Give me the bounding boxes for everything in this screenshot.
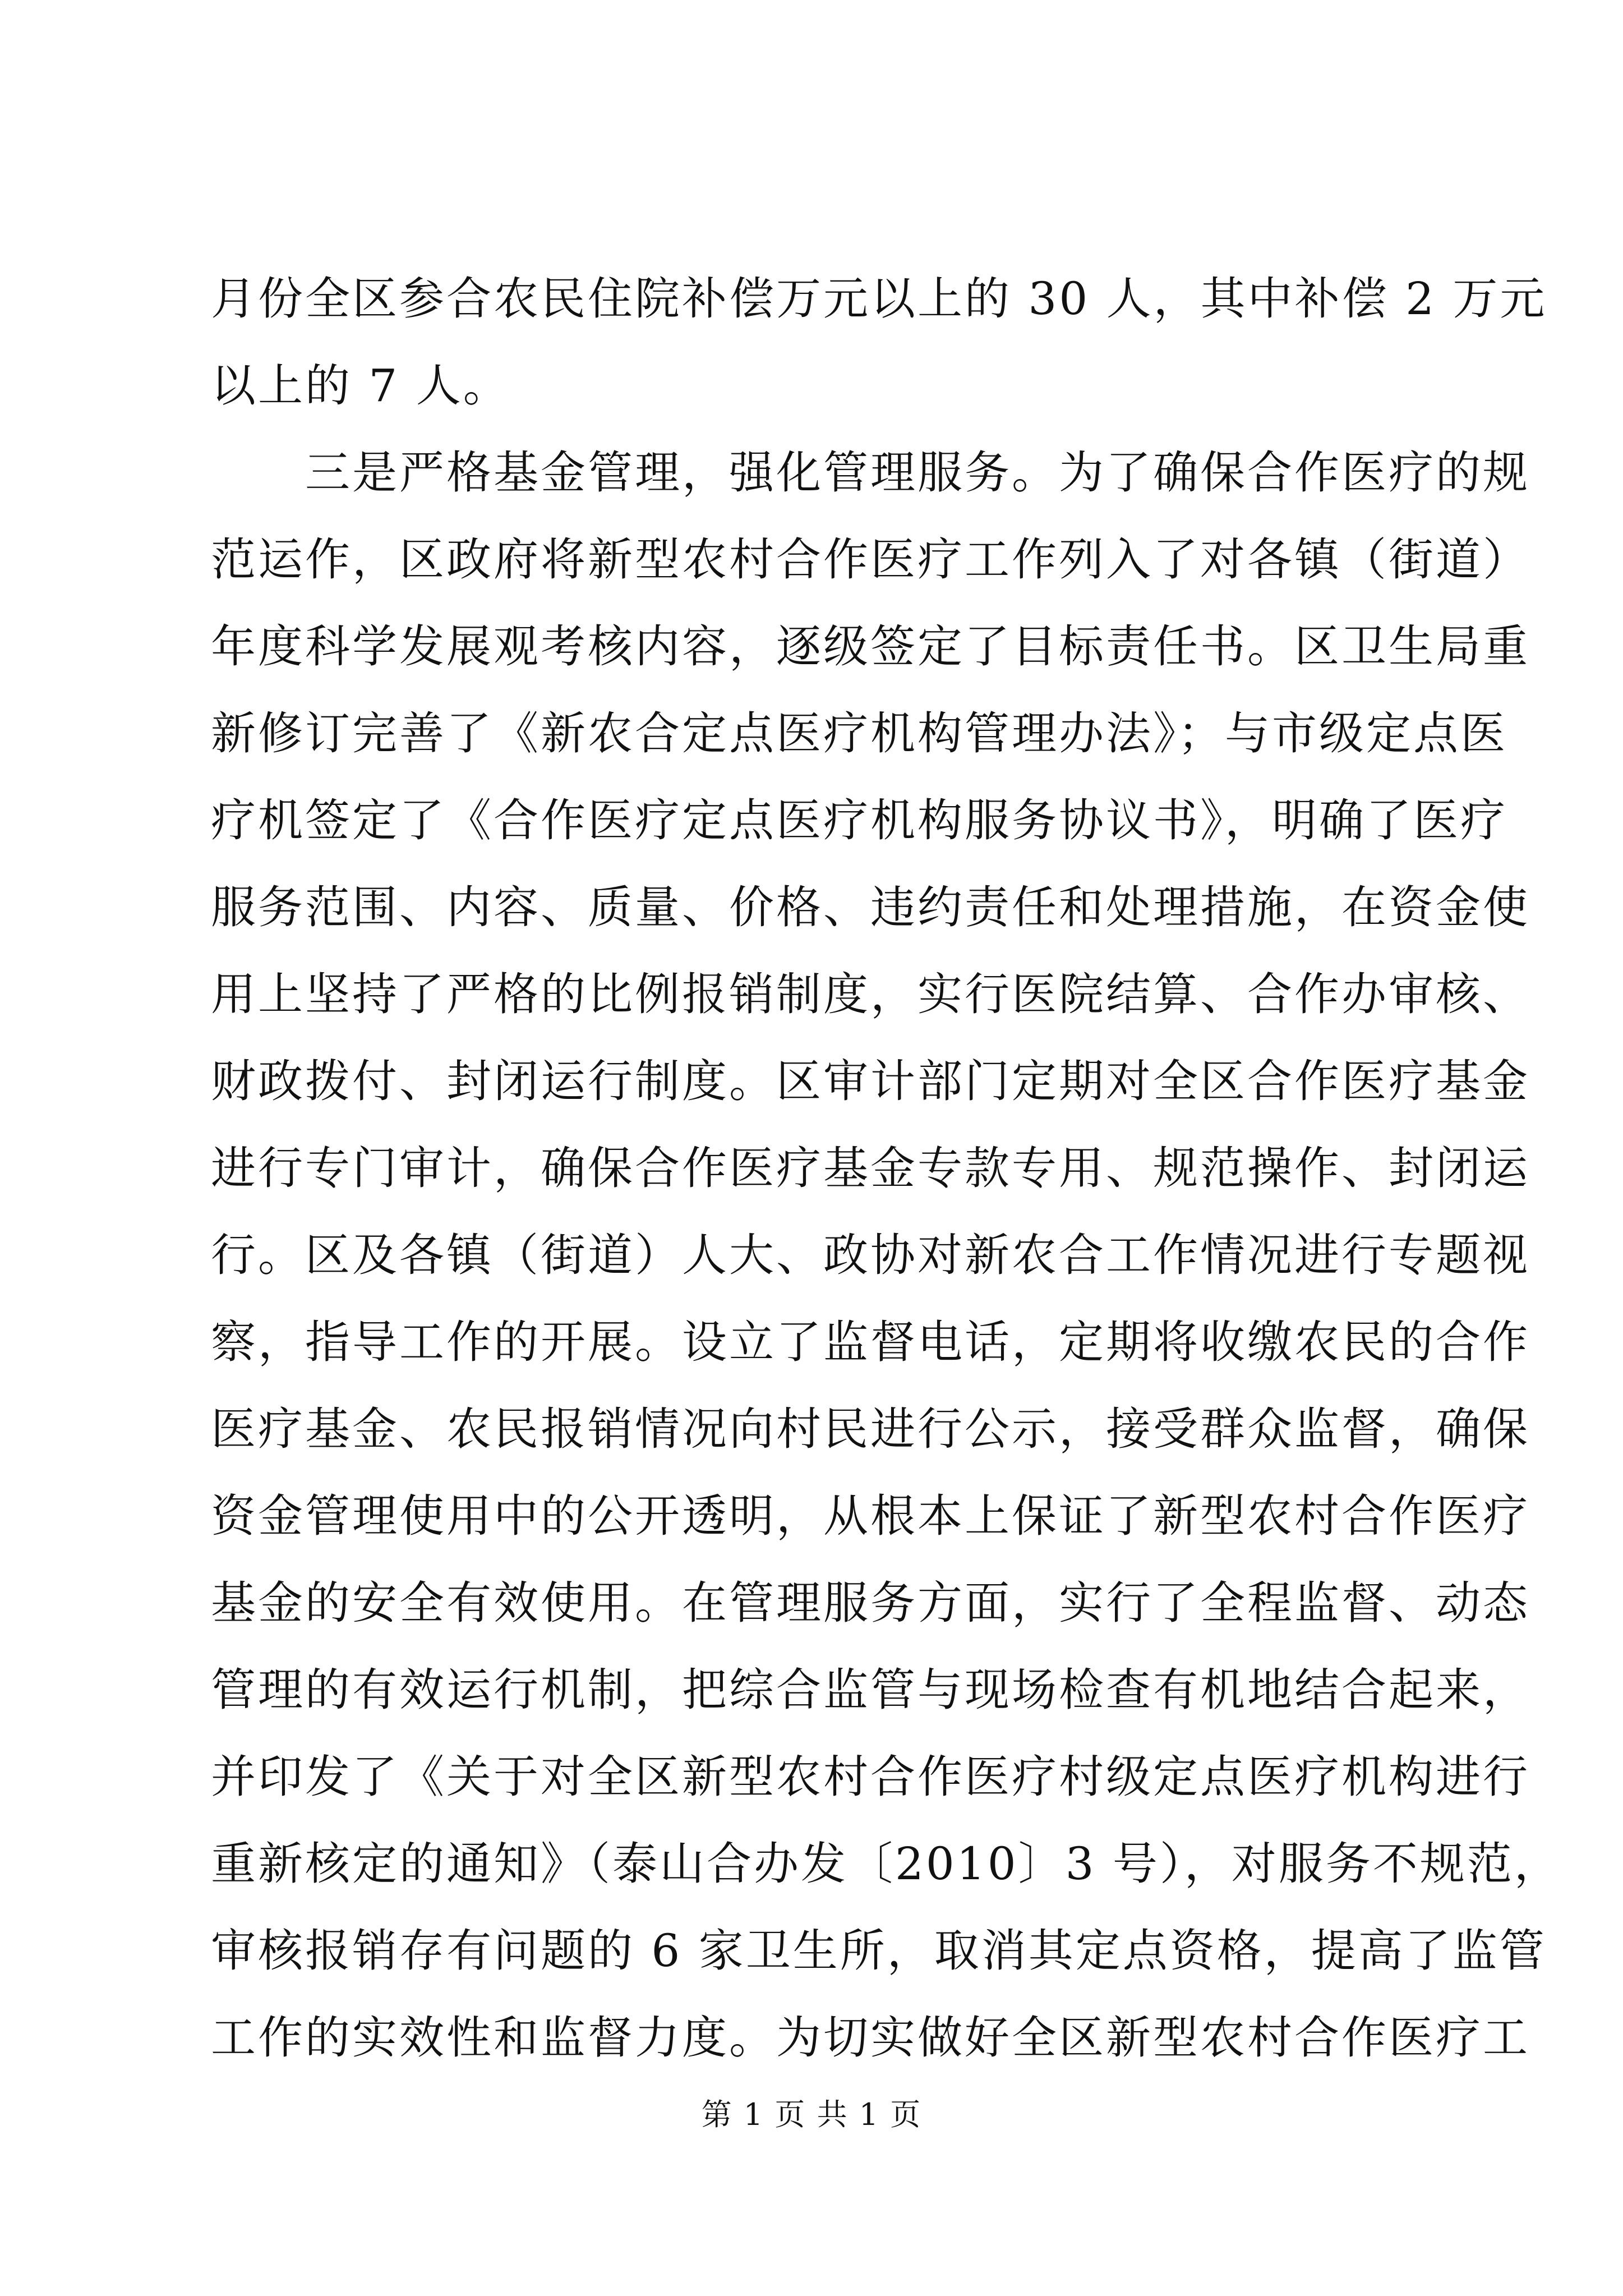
text-line: 财政拨付、封闭运行制度。区审计部门定期对全区合作医疗基金 xyxy=(211,1055,1530,1107)
text-line: 年度科学发展观考核内容，逐级签定了目标责任书。区卫生局重 xyxy=(211,620,1530,673)
text-line: 察，指导工作的开展。设立了监督电话，定期将收缴农民的合作 xyxy=(211,1316,1530,1368)
text-line: 以上的 7 人。 xyxy=(211,360,510,412)
text-line: 工作的实效性和监督力度。为切实做好全区新型农村合作医疗工 xyxy=(211,2012,1530,2064)
text-line: 月份全区参合农民住院补偿万元以上的 30 人，其中补偿 2 万元 xyxy=(211,273,1547,325)
text-line: 行。区及各镇（街道）人大、政协对新农合工作情况进行专题视 xyxy=(211,1229,1530,1281)
text-line: 资金管理使用中的公开透明，从根本上保证了新型农村合作医疗 xyxy=(211,1490,1530,1542)
text-line: 基金的安全有效使用。在管理服务方面，实行了全程监督、动态 xyxy=(211,1577,1530,1629)
text-line: 并印发了《关于对全区新型农村合作医疗村级定点医疗机构进行 xyxy=(211,1751,1530,1803)
text-line: 管理的有效运行机制，把综合监管与现场检查有机地结合起来， xyxy=(211,1664,1530,1716)
text-line: 三是严格基金管理，强化管理服务。为了确保合作医疗的规 xyxy=(211,447,1530,499)
text-line: 服务范围、内容、质量、价格、违约责任和处理措施，在资金使 xyxy=(211,881,1530,933)
text-line: 医疗基金、农民报销情况向村民进行公示，接受群众监督，确保 xyxy=(211,1403,1530,1455)
text-line: 范运作，区政府将新型农村合作医疗工作列入了对各镇（街道） xyxy=(211,533,1530,586)
text-line: 疗机签定了《合作医疗定点医疗机构服务协议书》，明确了医疗 xyxy=(211,794,1507,846)
text-line: 重新核定的通知》（泰山合办发〔2010〕3 号），对服务不规范， xyxy=(211,1838,1561,1890)
text-line: 新修订完善了《新农合定点医疗机构管理办法》；与市级定点医 xyxy=(211,707,1507,760)
text-line: 审核报销存有问题的 6 家卫生所，取消其定点资格，提高了监管 xyxy=(211,1925,1547,1977)
text-line: 进行专门审计，确保合作医疗基金专款专用、规范操作、封闭运 xyxy=(211,1142,1530,1194)
page-number-footer: 第 1 页 共 1 页 xyxy=(701,2097,922,2132)
text-line: 用上坚持了严格的比例报销制度，实行医院结算、合作办审核、 xyxy=(211,968,1530,1020)
